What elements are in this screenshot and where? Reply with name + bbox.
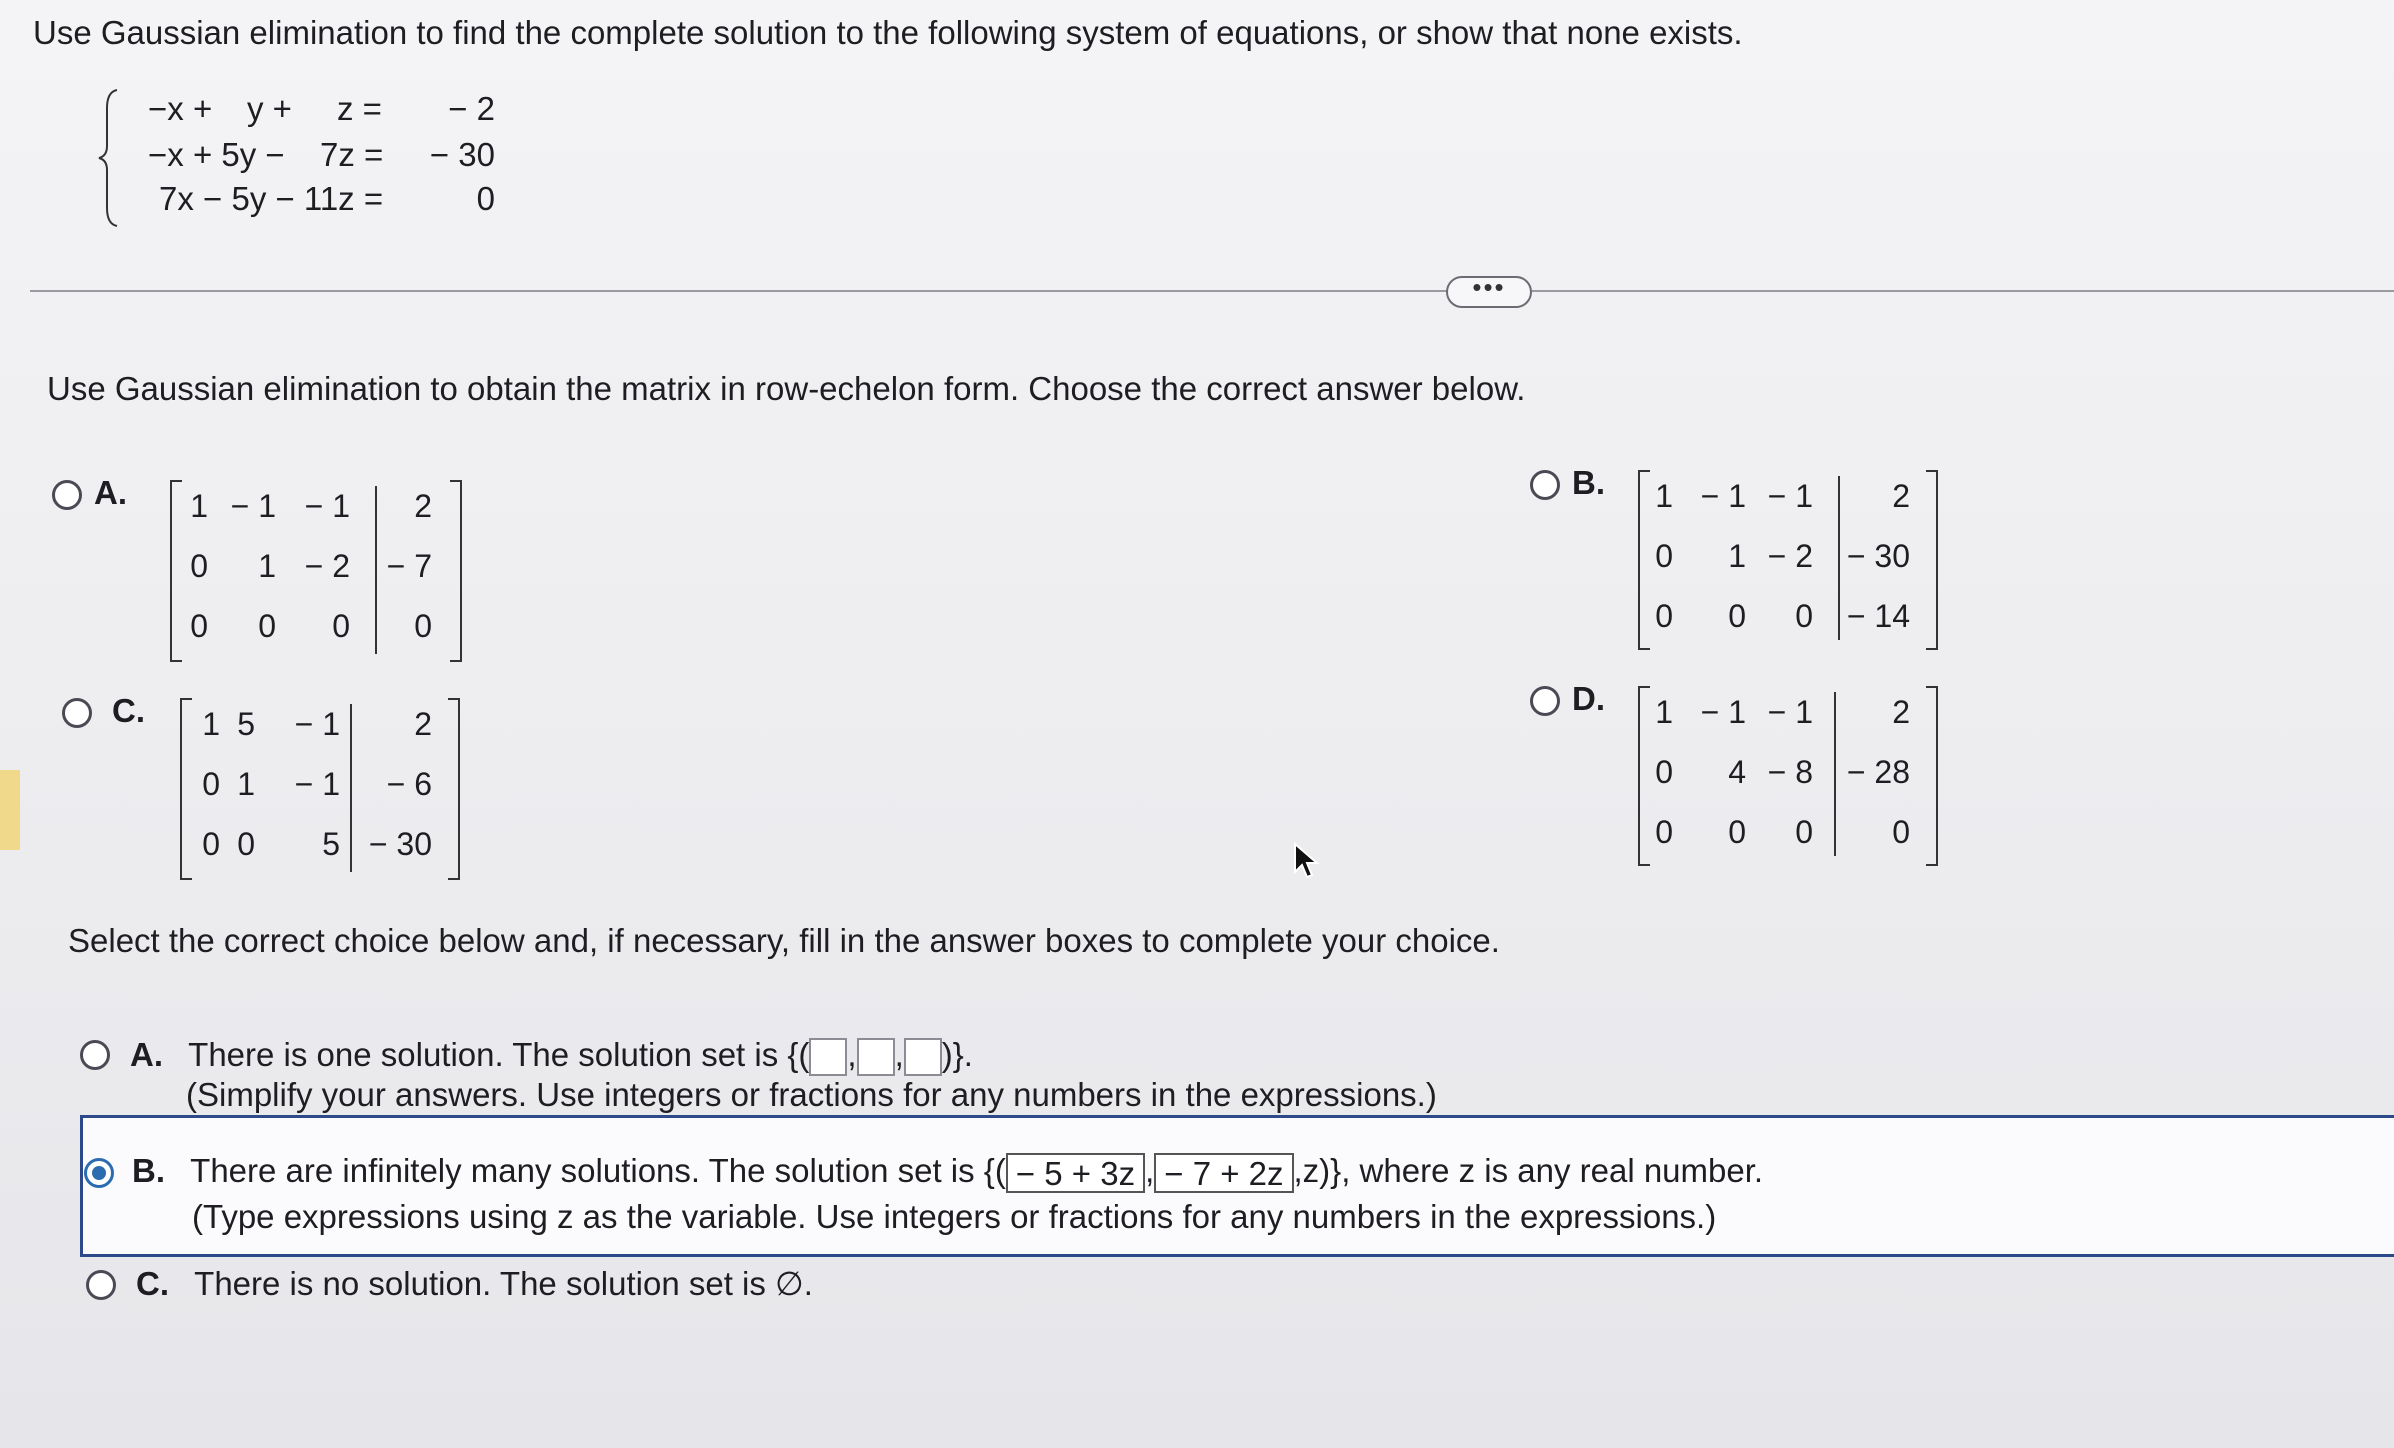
matrix-cell: 4 bbox=[1728, 754, 1746, 790]
matrix-cell: 2 bbox=[1892, 694, 1910, 730]
matrix-cell: − 8 bbox=[1767, 754, 1813, 790]
matrix-cell: 1 bbox=[190, 488, 208, 524]
matrix-cell: 0 bbox=[332, 608, 350, 644]
equation-row-3 bbox=[135, 180, 555, 224]
matrix-cell: − 1 bbox=[1700, 478, 1746, 514]
eq1-term-y: y + bbox=[247, 90, 292, 127]
matrix-cell: 0 bbox=[1795, 814, 1813, 850]
matrix-cell: 1 bbox=[1655, 694, 1673, 730]
matrix-cell: 0 bbox=[202, 766, 220, 802]
solution-b-after: , where z is any real number. bbox=[1341, 1152, 1764, 1189]
matrix-cell: − 2 bbox=[1767, 538, 1813, 574]
option-c-letter: C. bbox=[112, 692, 145, 729]
solution-a-hint: (Simplify your answers. Use integers or fractions for any numbers in the expressions.) bbox=[186, 1076, 1437, 1113]
matrix-cell: − 1 bbox=[1767, 694, 1813, 730]
option-a-letter: A. bbox=[94, 474, 127, 511]
section-divider bbox=[30, 290, 2394, 292]
radio-solution-c[interactable] bbox=[86, 1270, 116, 1300]
equation-row-1 bbox=[135, 90, 555, 134]
augment-bar bbox=[1838, 476, 1840, 640]
matrix-cell: − 30 bbox=[1846, 538, 1910, 574]
solution-a-open: {( bbox=[787, 1036, 810, 1073]
matrix-cell: 0 bbox=[258, 608, 276, 644]
augment-bar bbox=[1834, 692, 1836, 856]
answer-box-x[interactable] bbox=[809, 1038, 847, 1076]
solution-a-text: There is one solution. The solution set is bbox=[188, 1036, 779, 1073]
matrix-cell: 2 bbox=[414, 488, 432, 524]
matrix-cell: − 30 bbox=[368, 826, 432, 862]
matrix-cell: − 1 bbox=[304, 488, 350, 524]
mouse-cursor-icon bbox=[1293, 842, 1323, 882]
bracket-right bbox=[450, 480, 462, 662]
matrix-cell: 0 bbox=[202, 826, 220, 862]
matrix-cell: 0 bbox=[237, 826, 255, 862]
matrix-cell: − 14 bbox=[1846, 598, 1910, 634]
matrix-cell: 5 bbox=[237, 706, 255, 742]
option-d-letter: D. bbox=[1572, 680, 1605, 717]
matrix-cell: 0 bbox=[1728, 814, 1746, 850]
bracket-right bbox=[1926, 686, 1938, 866]
solution-c-text: There is no solution. The solution set is ∅. bbox=[194, 1265, 813, 1302]
augment-bar bbox=[375, 486, 377, 654]
eq2-terms-xy: −x + 5y − bbox=[148, 136, 285, 173]
matrix-cell: 0 bbox=[190, 608, 208, 644]
equation-system bbox=[95, 88, 515, 228]
matrix-cell: − 28 bbox=[1846, 754, 1910, 790]
answer-box-x[interactable]: − 5 + 3z bbox=[1006, 1153, 1145, 1193]
eq3-terms: 7x − 5y − 11z = bbox=[159, 180, 384, 217]
solution-option-a[interactable]: A. There is one solution. The solution set is {( , , )}. bbox=[130, 1036, 973, 1076]
solution-c-letter: C. bbox=[136, 1265, 169, 1302]
solution-b-tail: ,z)} bbox=[1293, 1152, 1342, 1189]
radio-matrix-a[interactable] bbox=[52, 480, 82, 510]
bracket-right bbox=[1926, 470, 1938, 650]
bracket-left bbox=[1638, 470, 1650, 650]
option-b-letter: B. bbox=[1572, 464, 1605, 501]
more-button[interactable]: ••• bbox=[1446, 276, 1532, 308]
matrix-cell: 1 bbox=[202, 706, 220, 742]
radio-solution-b[interactable] bbox=[84, 1158, 114, 1188]
matrix-cell: 0 bbox=[1795, 598, 1813, 634]
radio-matrix-b[interactable] bbox=[1530, 470, 1560, 500]
matrix-cell: − 1 bbox=[294, 766, 340, 802]
part1-prompt: Use Gaussian elimination to obtain the matrix in row-echelon form. Choose the correct answer below. bbox=[47, 370, 1526, 407]
radio-solution-a[interactable] bbox=[80, 1040, 110, 1070]
matrix-cell: 1 bbox=[1655, 478, 1673, 514]
matrix-cell: 0 bbox=[1655, 754, 1673, 790]
matrix-cell: 1 bbox=[237, 766, 255, 802]
solution-a-close: )}. bbox=[941, 1036, 973, 1073]
part2-prompt: Select the correct choice below and, if necessary, fill in the answer boxes to complete your choice. bbox=[68, 922, 1500, 959]
matrix-a bbox=[170, 480, 462, 662]
eq2-term-z: 7z = bbox=[320, 136, 384, 173]
side-tab bbox=[0, 770, 20, 850]
matrix-cell: − 6 bbox=[386, 766, 432, 802]
matrix-cell: 0 bbox=[1655, 814, 1673, 850]
bracket-right bbox=[448, 698, 460, 880]
matrix-d bbox=[1638, 686, 1938, 866]
matrix-cell: 1 bbox=[1728, 538, 1746, 574]
solution-b-hint: (Type expressions using z as the variable. Use integers or fractions for any numbers in the expressions.) bbox=[192, 1198, 1717, 1235]
bracket-left bbox=[1638, 686, 1650, 866]
augment-bar bbox=[350, 704, 352, 872]
matrix-cell: 5 bbox=[322, 826, 340, 862]
bracket-left bbox=[170, 480, 182, 662]
matrix-b bbox=[1638, 470, 1938, 650]
matrix-c bbox=[180, 698, 460, 880]
radio-matrix-c[interactable] bbox=[62, 698, 92, 728]
answer-box-z[interactable] bbox=[904, 1038, 942, 1076]
matrix-cell: 0 bbox=[414, 608, 432, 644]
solution-option-c[interactable] bbox=[136, 1264, 813, 1303]
answer-box-y[interactable]: − 7 + 2z bbox=[1154, 1153, 1293, 1193]
radio-matrix-d[interactable] bbox=[1530, 686, 1560, 716]
bracket-left bbox=[180, 698, 192, 880]
answer-box-y[interactable] bbox=[857, 1038, 895, 1076]
matrix-cell: − 1 bbox=[230, 488, 276, 524]
matrix-cell: − 7 bbox=[386, 548, 432, 584]
matrix-cell: − 1 bbox=[1700, 694, 1746, 730]
matrix-cell: 0 bbox=[1728, 598, 1746, 634]
eq1-term-x: −x + bbox=[148, 90, 213, 127]
eq1-rhs: − 2 bbox=[448, 90, 495, 127]
eq2-rhs: − 30 bbox=[429, 136, 495, 173]
matrix-cell: 2 bbox=[1892, 478, 1910, 514]
solution-option-b[interactable]: B. There are infinitely many solutions. The solution set is {( − 5 + 3z , − 7 + 2z ,z)}, where z is any real number. bbox=[132, 1152, 1764, 1193]
matrix-cell: 1 bbox=[258, 548, 276, 584]
matrix-cell: − 1 bbox=[1767, 478, 1813, 514]
solution-a-letter: A. bbox=[130, 1036, 163, 1073]
matrix-cell: 0 bbox=[1892, 814, 1910, 850]
eq3-rhs: 0 bbox=[476, 180, 495, 217]
matrix-cell: 2 bbox=[414, 706, 432, 742]
question-stem: Use Gaussian elimination to find the complete solution to the following system of equations, or show that none exists. bbox=[33, 14, 1743, 51]
matrix-cell: 0 bbox=[190, 548, 208, 584]
eq1-term-z: z = bbox=[337, 90, 382, 127]
solution-b-open: {( bbox=[983, 1152, 1006, 1189]
left-brace bbox=[95, 88, 125, 228]
matrix-cell: 0 bbox=[1655, 538, 1673, 574]
solution-b-text: There are infinitely many solutions. The solution set is bbox=[190, 1152, 975, 1189]
matrix-cell: − 2 bbox=[304, 548, 350, 584]
solution-b-letter: B. bbox=[132, 1152, 165, 1189]
matrix-cell: − 1 bbox=[294, 706, 340, 742]
matrix-cell: 0 bbox=[1655, 598, 1673, 634]
equation-row-2 bbox=[135, 136, 555, 180]
